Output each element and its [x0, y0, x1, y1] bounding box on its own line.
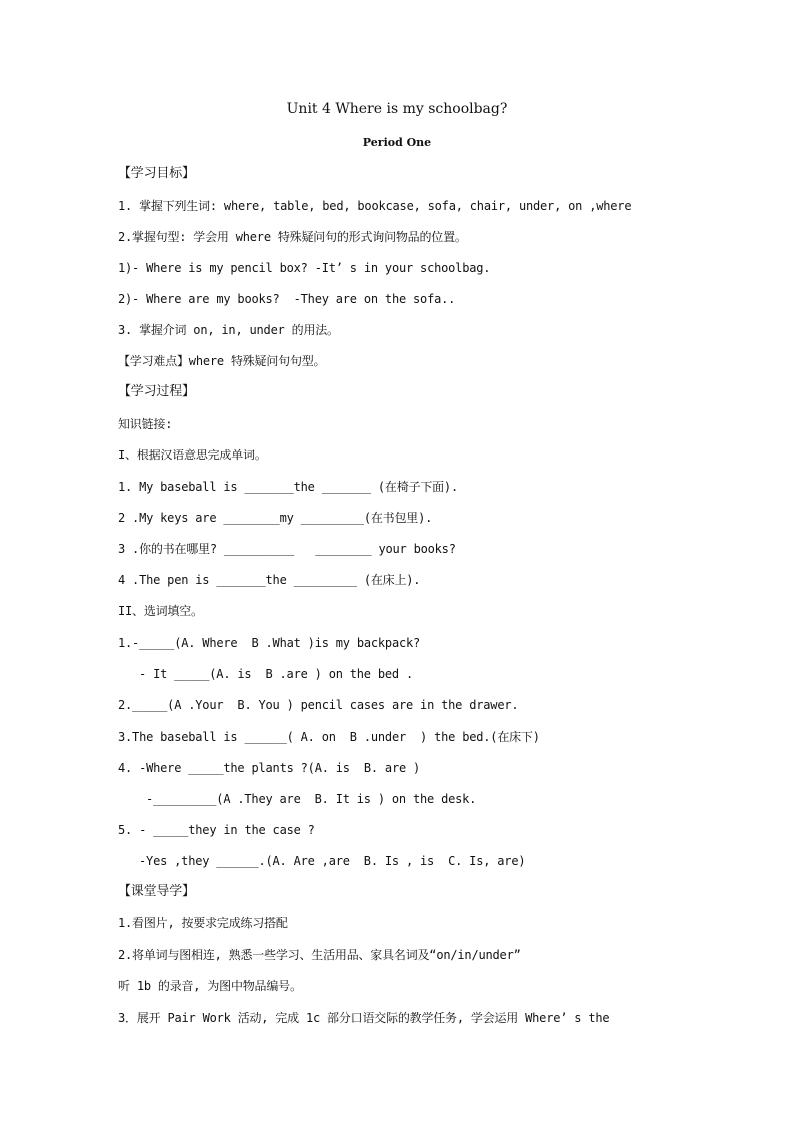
exercise-heading: I、根据汉语意思完成单词。	[118, 448, 267, 462]
text-line: 2.掌握句型: 学会用 where 特殊疑问句的形式询问物品的位置。	[118, 230, 467, 244]
exercise-item: 3.The baseball is ______( A. on B .under ) the bed.(在床下)	[118, 730, 540, 744]
exercise-heading: II、选词填空。	[118, 604, 203, 618]
section-heading-process: 【学习过程】	[118, 384, 195, 399]
exercise-item: 1. My baseball is _______the _______ (在椅子下面).	[118, 480, 458, 494]
text-line: 知识链接:	[118, 417, 173, 431]
exercise-item: 4. -Where _____the plants ?(A. is B. are )	[118, 761, 421, 775]
text-line: 1)- Where is my pencil box? -It’ s in your schoolbag.	[118, 261, 491, 275]
text-line: 听 1b 的录音, 为图中物品编号。	[118, 979, 302, 993]
exercise-item: 3 .你的书在哪里? __________ ________ your books?	[118, 542, 456, 556]
exercise-item: -Yes ,they ______.(A. Are ,are B. Is , is C. Is, are)	[132, 854, 526, 868]
exercise-item: 2._____(A .Your B. You ) pencil cases are in the drawer.	[118, 698, 519, 712]
document-subtitle: Period One	[362, 136, 432, 149]
exercise-item: - It _____(A. is B .are ) on the bed .	[132, 667, 413, 681]
section-heading-guide: 【课堂导学】	[118, 884, 195, 899]
text-line: 1.看图片, 按要求完成练习搭配	[118, 916, 288, 930]
section-heading-objectives: 【学习目标】	[118, 166, 195, 181]
exercise-item: 2 .My keys are ________my _________(在书包里).	[118, 511, 433, 525]
exercise-item: 5. - _____they in the case ?	[118, 823, 315, 837]
exercise-item: -_________(A .They are B. It is ) on the desk.	[132, 792, 477, 806]
document-title: Unit 4 Where is my schoolbag?	[286, 101, 508, 117]
exercise-item: 1.-_____(A. Where B .What )is my backpack?	[118, 636, 421, 650]
text-line: 1. 掌握下列生词: where, table, bed, bookcase, sofa, chair, under, on ,where	[118, 199, 632, 213]
text-line: 3．展开 Pair Work 活动, 完成 1c 部分口语交际的教学任务, 学会运用 Where’ s the	[118, 1011, 610, 1025]
text-line: 3. 掌握介词 on, in, under 的用法。	[118, 323, 339, 337]
text-line: 2)- Where are my books? -They are on the sofa..	[118, 292, 456, 306]
text-line: 2.将单词与图相连, 熟悉一些学习、生活用品、家具名词及“on/in/under”	[118, 948, 521, 962]
text-line: 【学习难点】where 特殊疑问句句型。	[118, 354, 326, 368]
exercise-item: 4 .The pen is _______the _________ (在床上).	[118, 573, 421, 587]
